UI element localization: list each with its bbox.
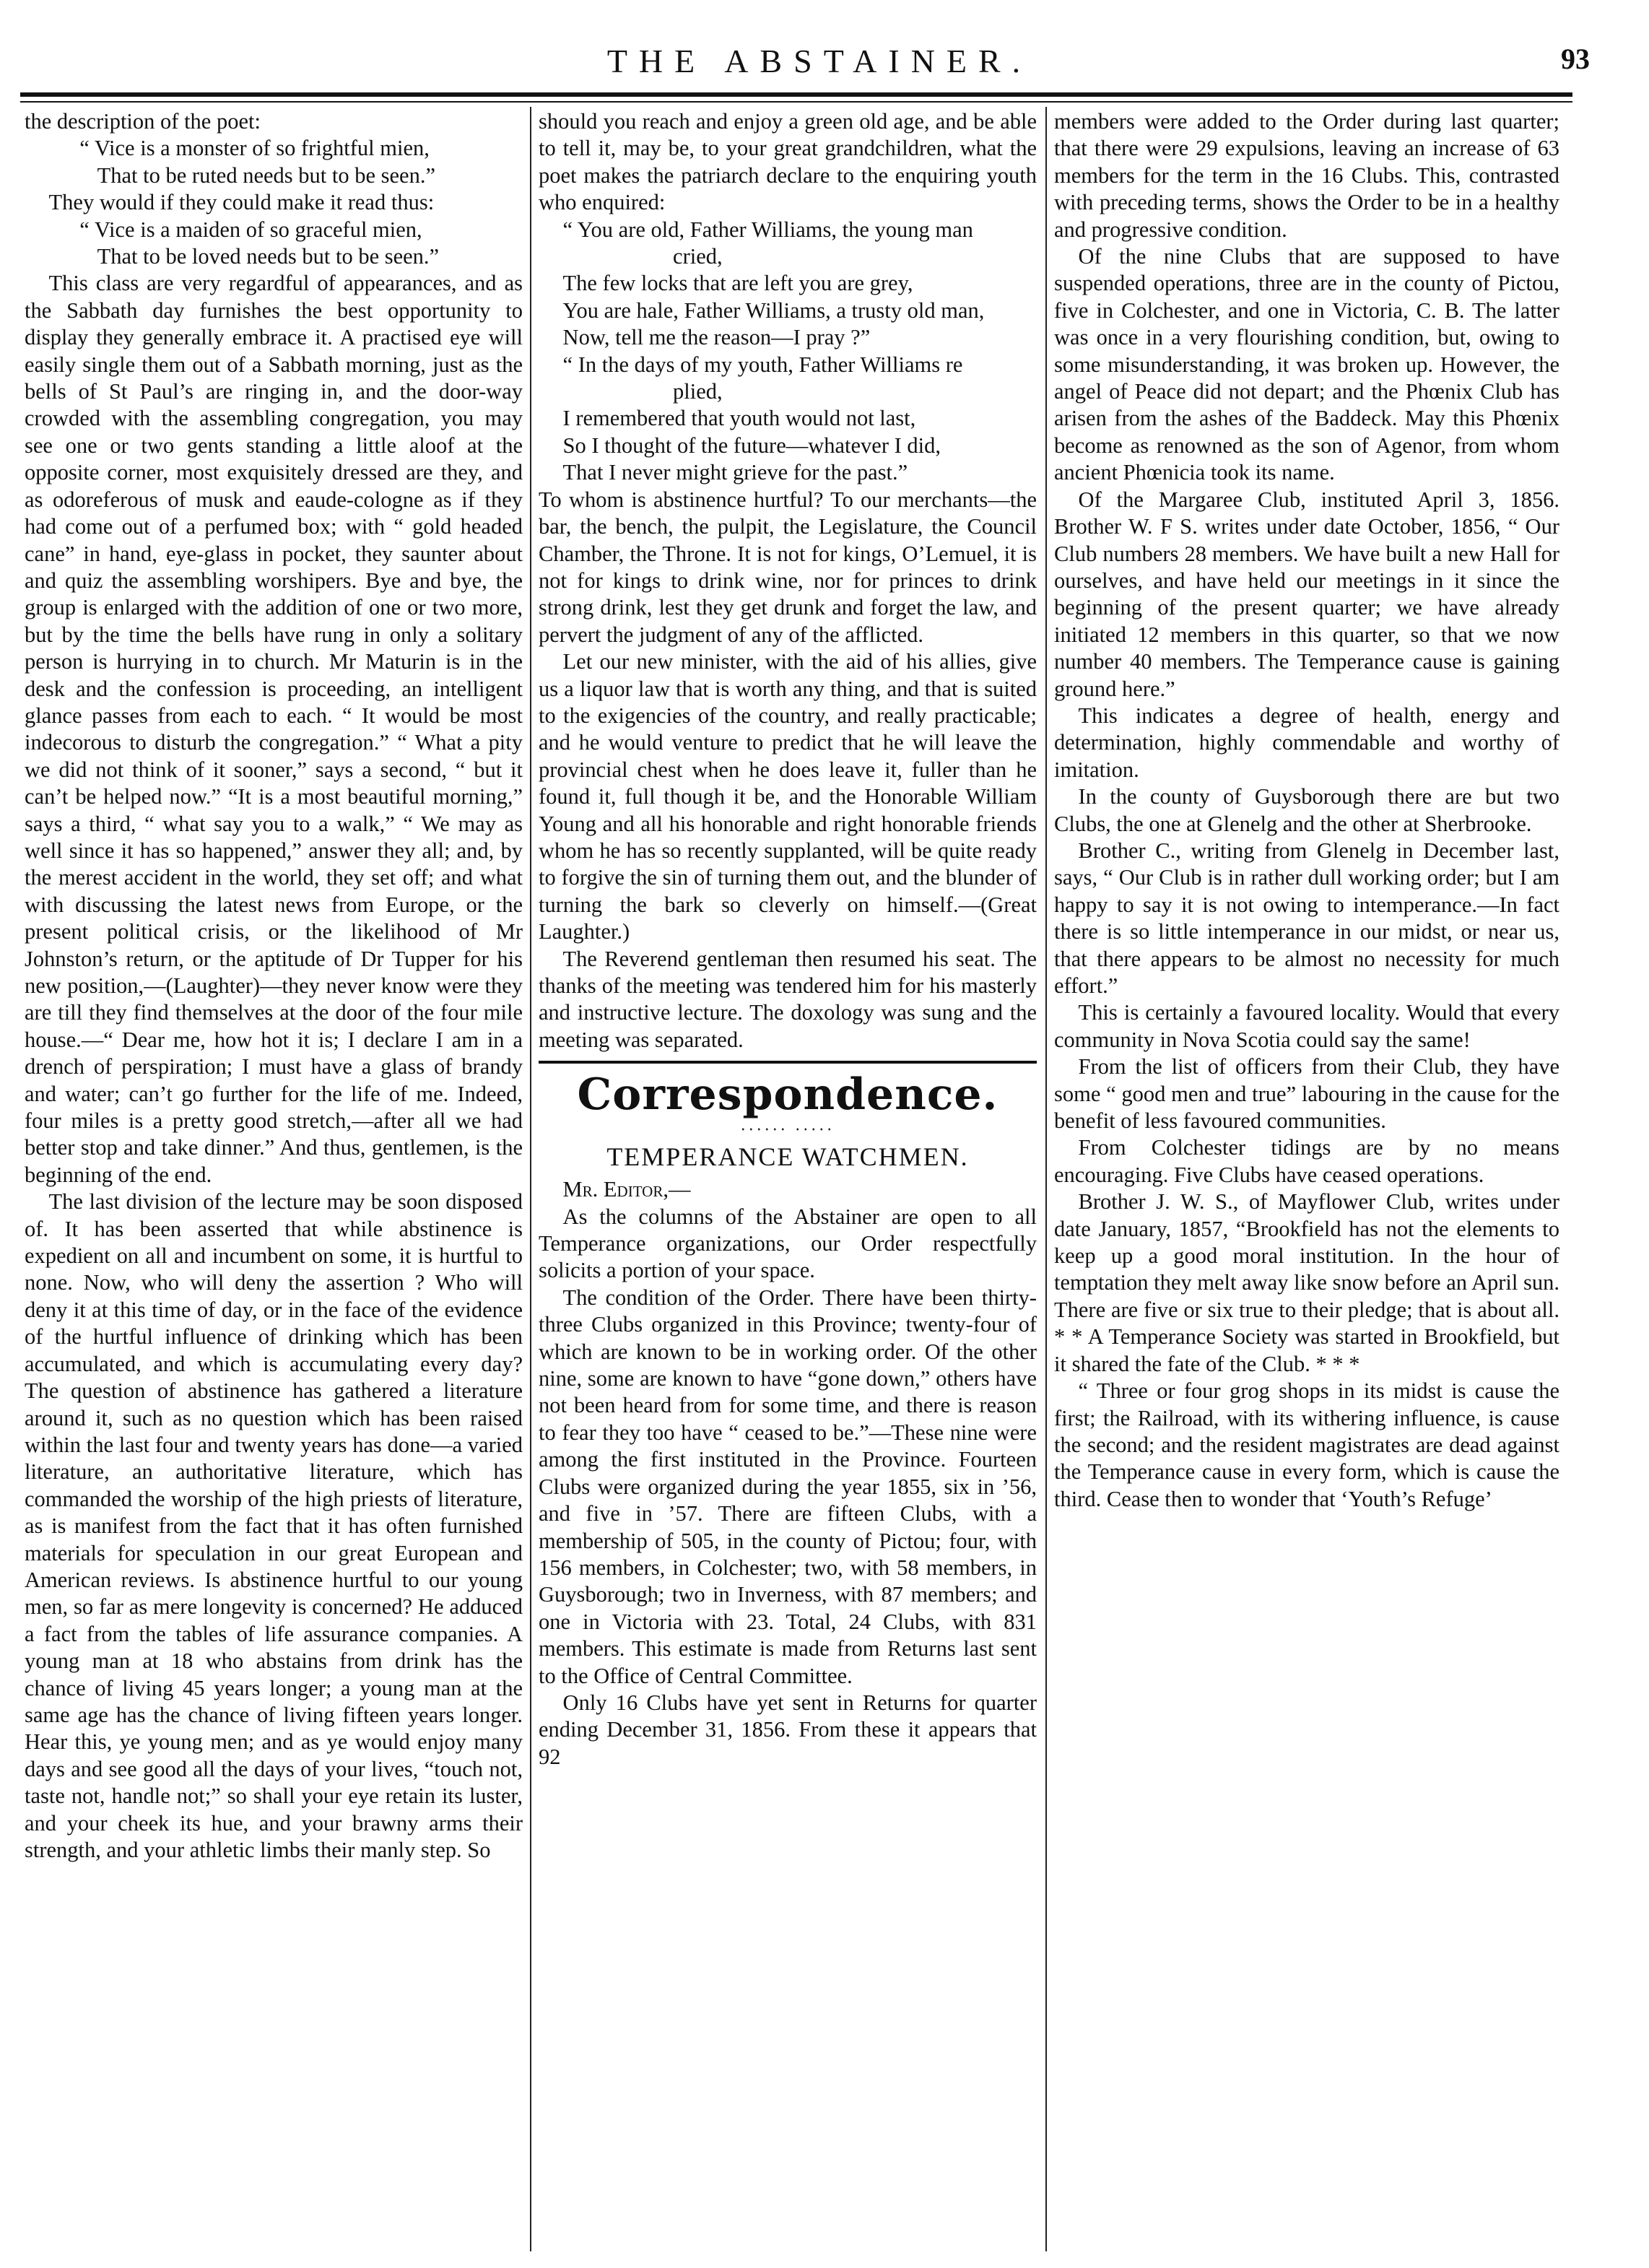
paragraph: The last division of the lecture may be soon disposed of. It has been asserted that while abstinence is expedient on all and incumbent on some, it is hurtful to none. Now, who will deny the assertion ? Who will deny it at this time of day, or in the face of the evidence of the hurtful influence of drinking which has been accumulated, and which is accumulating every day? The question of abstinence has gathered a literature around it, such as no question which has been raised within the last four and twenty years has done—a varied literature, an authoritative literature, which has commanded the worship of the high priests of literature, as is manifest from the fact that it has often furnished materials for speculation in our great European and American reviews. Is abstinence hurtful to our young men, so far as mere longevity is concerned? He adduced a fact from the tables of life assurance companies. A young man at 18 who abstains from drink has the chance of living 45 years longer; a young man at the same age has the chance of living fifteen years longer. Hear this, ye young men; and as ye would enjoy many days and see good all the days of your lives, “touch not, taste not, handle not;” so shall your eye retain its luster, and your cheek its hue, and your brawny arms their strength, and your athletic limbs their manly step. So xyxy=(25,1189,523,1862)
verse-line: That to be ruted needs but to be seen.” xyxy=(97,162,435,188)
paragraph: the description of the poet: xyxy=(25,109,261,134)
paragraph: Brother J. W. S., of Mayflower Club, writes under date January, 1857, “Brookfield has not the elements to keep up a good moral institution. In the hour of temptation they melt away like snow before an April sun. There are five or six true to their pledge; that is about all. * * A Temperance Society was started in Brookfield, but it shared the fate of the Club. * * * xyxy=(1054,1189,1559,1376)
paragraph: Only 16 Clubs have yet sent in Returns for quarter ending December 31, 1856. From these it appears that 92 xyxy=(539,1690,1037,1769)
masthead xyxy=(43,42,1596,85)
column-divider-1 xyxy=(530,107,531,2251)
verse-line: That to be loved needs but to be seen.” xyxy=(97,244,440,269)
verse-line: “ In the days of my youth, Father Williams re xyxy=(562,352,963,377)
paragraph: should you reach and enjoy a green old age, and be able to tell it, may be, to your great grandchildren, what the poet makes the patriarch declare to the enquiring youth who enquired: xyxy=(539,109,1037,215)
running-title: THE ABSTAINER. xyxy=(606,43,1032,79)
paragraph: This is certainly a favoured locality. Would that every community in Nova Scotia could say the same! xyxy=(1054,1000,1559,1052)
verse-line: “ Vice is a maiden of so graceful mien, xyxy=(79,217,422,242)
paragraph: Let our new minister, with the aid of his allies, give us a liquor law that is worth any thing, and that is suited to the exigencies of the country, and really practicable; and he would venture to predict that he will leave the provincial chest when he does leave it, fuller than he found it, full though it be, and the Honorable William Young and all his honorable and right honorable friends whom he has so recently supplanted, will be quite ready to forgive the sin of turning them out, and the blunder of turning the bark so cleverly on himself.—(Great Laughter.) xyxy=(539,649,1037,944)
verse-line: cried, xyxy=(673,244,723,269)
verse-line: So I thought of the future—whatever I did, xyxy=(562,433,941,458)
paragraph: From Colchester tidings are by no means encouraging. Five Clubs have ceased operations. xyxy=(1054,1135,1559,1187)
verse-line: Now, tell me the reason—I pray ?” xyxy=(562,325,871,350)
article-subheading: TEMPERANCE WATCHMEN. xyxy=(606,1142,969,1172)
page-number: 93 xyxy=(1561,43,1590,75)
paragraph: In the county of Guysborough there are but two Clubs, the one at Glenelg and the other at Sherbrooke. xyxy=(1054,784,1559,836)
paragraph: Of the nine Clubs that are supposed to have suspended operations, three are in the county of Pictou, five in Colchester, and one in Victoria, C. B. The latter was once in a very flourishing condition, but, owing to some misunderstanding, it was broken up. However, the angel of Peace did not depart; and the Phœnix Club has arisen from the ashes of the Baddeck. May this Phœnix become as renowned as the son of Agenor, from whom ancient Phœnicia took its name. xyxy=(1054,244,1559,485)
verse-line: I remembered that youth would not last, xyxy=(562,406,916,431)
paragraph: This indicates a degree of health, energy and determination, highly commendable and worthy of imitation. xyxy=(1054,703,1559,782)
ornament-divider: ‧‧‧‧‧‧ ‧‧‧‧‧ xyxy=(740,1121,835,1139)
paragraph: “ Three or four grog shops in its midst is cause the first; the Railroad, with its withering influence, is cause the second; and the resident magistrates are dead against the Temperance cause in every form, which is cause the third. Cease then to wonder that ‘Youth’s Refuge’ xyxy=(1054,1378,1559,1511)
section-rule xyxy=(539,1061,1037,1064)
paragraph: The condition of the Order. There have been thirty-three Clubs organized in this Province; twenty-four of which are known to be in working order. Of the other nine, some are known to have “gone down,” others have not been heard from for some time, and there is reason to fear they too have “ ceased to be.”—These nine were among the first instituted in the Province. Fourteen Clubs were organized during the year 1855, six in ’56, and five in ’57. There are fifteen Clubs, with a membership of 505, in the county of Pictou; four, with 156 members, in Colchester; two, with 58 members, in Guysborough; two in Inverness, with 87 members; and one in Victoria with 23. Total, 24 Clubs, with 831 members. This estimate is made from Returns last sent to the Office of Central Committee. xyxy=(539,1285,1037,1688)
section-heading: Correspondence. xyxy=(577,1069,998,1121)
verse-line: The few locks that are left you are grey, xyxy=(562,271,913,296)
paragraph: This class are very regardful of appearances, and as the Sabbath day furnishes the best opportunity to display they generally embrace it. A practised eye will easily single them out of a Sabbath morning, just as the bells of St Paul’s are ringing in, and the door-way crowded with the assembling congregation, you may see one or two gents standing a little aloof at the opposite corner, most exquisitely dressed are they, and as odoreferous of musk and eaude-cologne as if they had come out of a perfumed box; with “ gold headed cane” in hand, eye-glass in pocket, they saunter about and quiz the assembling worshipers. Bye and bye, the group is enlarged with the addition of one or two more, but by the time the bells have rung in only a solitary person is hurrying in to church. Mr Maturin is in the desk and the confession is proceeding, an intelligent glance passes from each to each. “ It would be most indecorous to disturb the congregation.” “ What a pity we did not think of it sooner,” says a second, “ but it can’t be helped now.” “It is a most beautiful morning,” says a third, “ what say you to a walk,” “ We may as well since it has so happened,” answer they all; and, by the merest accident in the world, they set off; and what with discussing the latest news from Europe, or the present political crisis, or the likelihood of Mr Johnston’s return, or the aptitude of Dr Tupper for his new position,—(Laughter)—they never know were they are till they find themselves at the door of the four mile house.—“ Dear me, how hot it is; I declare I am in a drench of perspiration; I must have a glass of brandy and water; can’t go further for the life of me. Indeed, four miles is a pretty good stretch,—after all we had better stop and take dinner.” And thus, gentlemen, is the beginning of the end. xyxy=(25,271,523,1187)
paragraph: To whom is abstinence hurtful? To our merchants—the bar, the bench, the pulpit, the Legislature, the Council Chamber, the Throne. It is not for kings, O’Lemuel, it is not for kings to drink wine, nor for princes to drink strong drink, lest they get drunk and forget the law, and pervert the judgment of any of the afflicted. xyxy=(539,487,1037,647)
verse-line: “ Vice is a monster of so frightful mien, xyxy=(79,136,430,161)
header-rule-thick xyxy=(20,92,1572,97)
verse-line: That I never might grieve for the past.” xyxy=(562,460,908,485)
paragraph: As the columns of the Abstainer are open to all Temperance organizations, our Order respectfully solicits a portion of your space. xyxy=(539,1204,1037,1283)
paragraph: Brother C., writing from Glenelg in December last, says, “ Our Club is in rather dull working order; but I am happy to say it is not owing to intemperance.—In fact there is so little intemperance in our midst, or near us, that there appears to be almost no necessity for much effort.” xyxy=(1054,838,1559,998)
column-2 xyxy=(539,108,1037,1770)
verse-line: You are hale, Father Williams, a trusty old man, xyxy=(562,297,985,323)
salutation: Mr. Editor,— xyxy=(562,1177,691,1202)
column-3 xyxy=(1054,108,1559,1513)
paragraph: From the list of officers from their Club, they have some “ good men and true” labouring in the cause for the benefit of less favoured communities. xyxy=(1054,1054,1559,1134)
verse-line: plied, xyxy=(673,379,723,404)
column-divider-2 xyxy=(1045,107,1047,2251)
header-rule-thin xyxy=(20,101,1572,103)
paragraph: They would if they could make it read thus: xyxy=(48,190,435,215)
verse-line: “ You are old, Father Williams, the young man xyxy=(562,217,973,242)
paragraph: members were added to the Order during last quarter; that there were 29 expulsions, leaving an increase of 63 members for the term in the 16 Clubs. This, contrasted with preceding terms, shows the Order to be in a healthy and progressive condition. xyxy=(1054,109,1559,242)
paragraph: Of the Margaree Club, instituted April 3, 1856. Brother W. F S. writes under date October, 1856, “ Our Club numbers 28 members. We have built a new Hall for ourselves, and have held our meetings in it since the beginning of the present quarter; we have already initiated 12 members in this quarter, so that we now number 40 members. The Temperance cause is gaining ground here.” xyxy=(1054,487,1559,701)
paragraph: The Reverend gentleman then resumed his seat. The thanks of the meeting was tendered him for his masterly and instructive lecture. The doxology was sung and the meeting was separated. xyxy=(539,946,1037,1052)
column-1 xyxy=(25,108,523,1864)
